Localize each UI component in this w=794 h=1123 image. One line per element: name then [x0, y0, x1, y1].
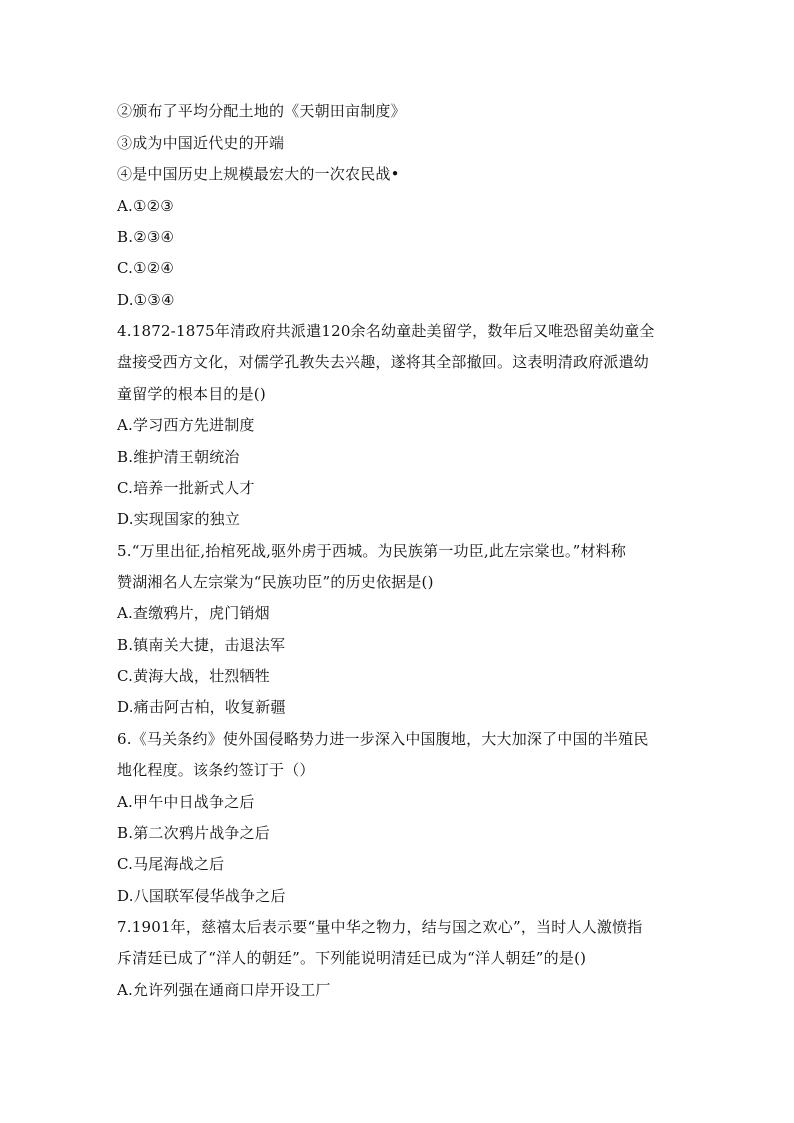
q4-choice-d: D.实现国家的独立: [117, 510, 241, 528]
q5-choice-d: D.痛击阿古柏，收复新疆: [117, 698, 286, 716]
q4-stem-line-2: 盘接受西方文化，对儒学孔教失去兴趣，遂将其全部撤回。这表明清政府派遣幼: [117, 353, 650, 371]
q5-choice-a: A.查缴鸦片，虎门销烟: [117, 604, 270, 622]
q6-stem-line-2: 地化程度。该条约签订于（）: [117, 761, 315, 779]
q4-stem-line-1: 4.1872-1875年清政府共派遣120余名幼童赴美留学，数年后又唯恐留美幼童全: [117, 322, 655, 340]
q7-stem-line-2: 斥清廷已成了“洋人的朝廷”。下列能说明清廷已成为“洋人朝廷”的是(): [117, 949, 587, 967]
q6-choice-b: B.第二次鸦片战争之后: [117, 824, 270, 842]
q7-stem-line-1: 7.1901年，慈禧太后表示要“量中华之物力，结与国之欢心”，当时人人激愤指: [117, 918, 643, 936]
q3-choice-d: D.①③④: [117, 291, 175, 309]
option-statement-3: ③成为中国近代史的开端: [117, 134, 285, 152]
q5-choice-c: C.黄海大战，壮烈牺牲: [117, 667, 270, 685]
option-statement-4: ④是中国历史上规模最宏大的一次农民战•: [117, 165, 400, 183]
q5-choice-b: B.镇南关大捷，击退法军: [117, 636, 286, 654]
q5-stem-line-2: 赞湖湘名人左宗棠为“民族功臣”的历史依据是(): [117, 573, 434, 591]
q6-choice-a: A.甲午中日战争之后: [117, 793, 255, 811]
q3-choice-a: A.①②③: [117, 197, 174, 215]
q3-choice-c: C.①②④: [117, 259, 175, 277]
q7-choice-a: A.允许列强在通商口岸开设工厂: [117, 981, 331, 999]
q3-choice-b: B.②③④: [117, 228, 175, 246]
option-statement-2: ②颁布了平均分配土地的《天朝田亩制度》: [117, 102, 406, 120]
q6-stem-line-1: 6.《马关条约》使外国侵略势力进一步深入中国腹地，大大加深了中国的半殖民: [117, 730, 649, 748]
q6-choice-d: D.八国联军侵华战争之后: [117, 887, 286, 905]
q4-stem-line-3: 童留学的根本目的是(): [117, 385, 266, 403]
q6-choice-c: C.马尾海战之后: [117, 855, 225, 873]
q5-stem-line-1: 5.“万里出征,抬棺死战,驱外虏于西城。为民族第一功臣,此左宗棠也。”材料称: [117, 542, 627, 560]
q4-choice-c: C.培养一批新式人才: [117, 479, 255, 497]
q4-choice-a: A.学习西方先进制度: [117, 416, 255, 434]
q4-choice-b: B.维护清王朝统治: [117, 448, 240, 466]
